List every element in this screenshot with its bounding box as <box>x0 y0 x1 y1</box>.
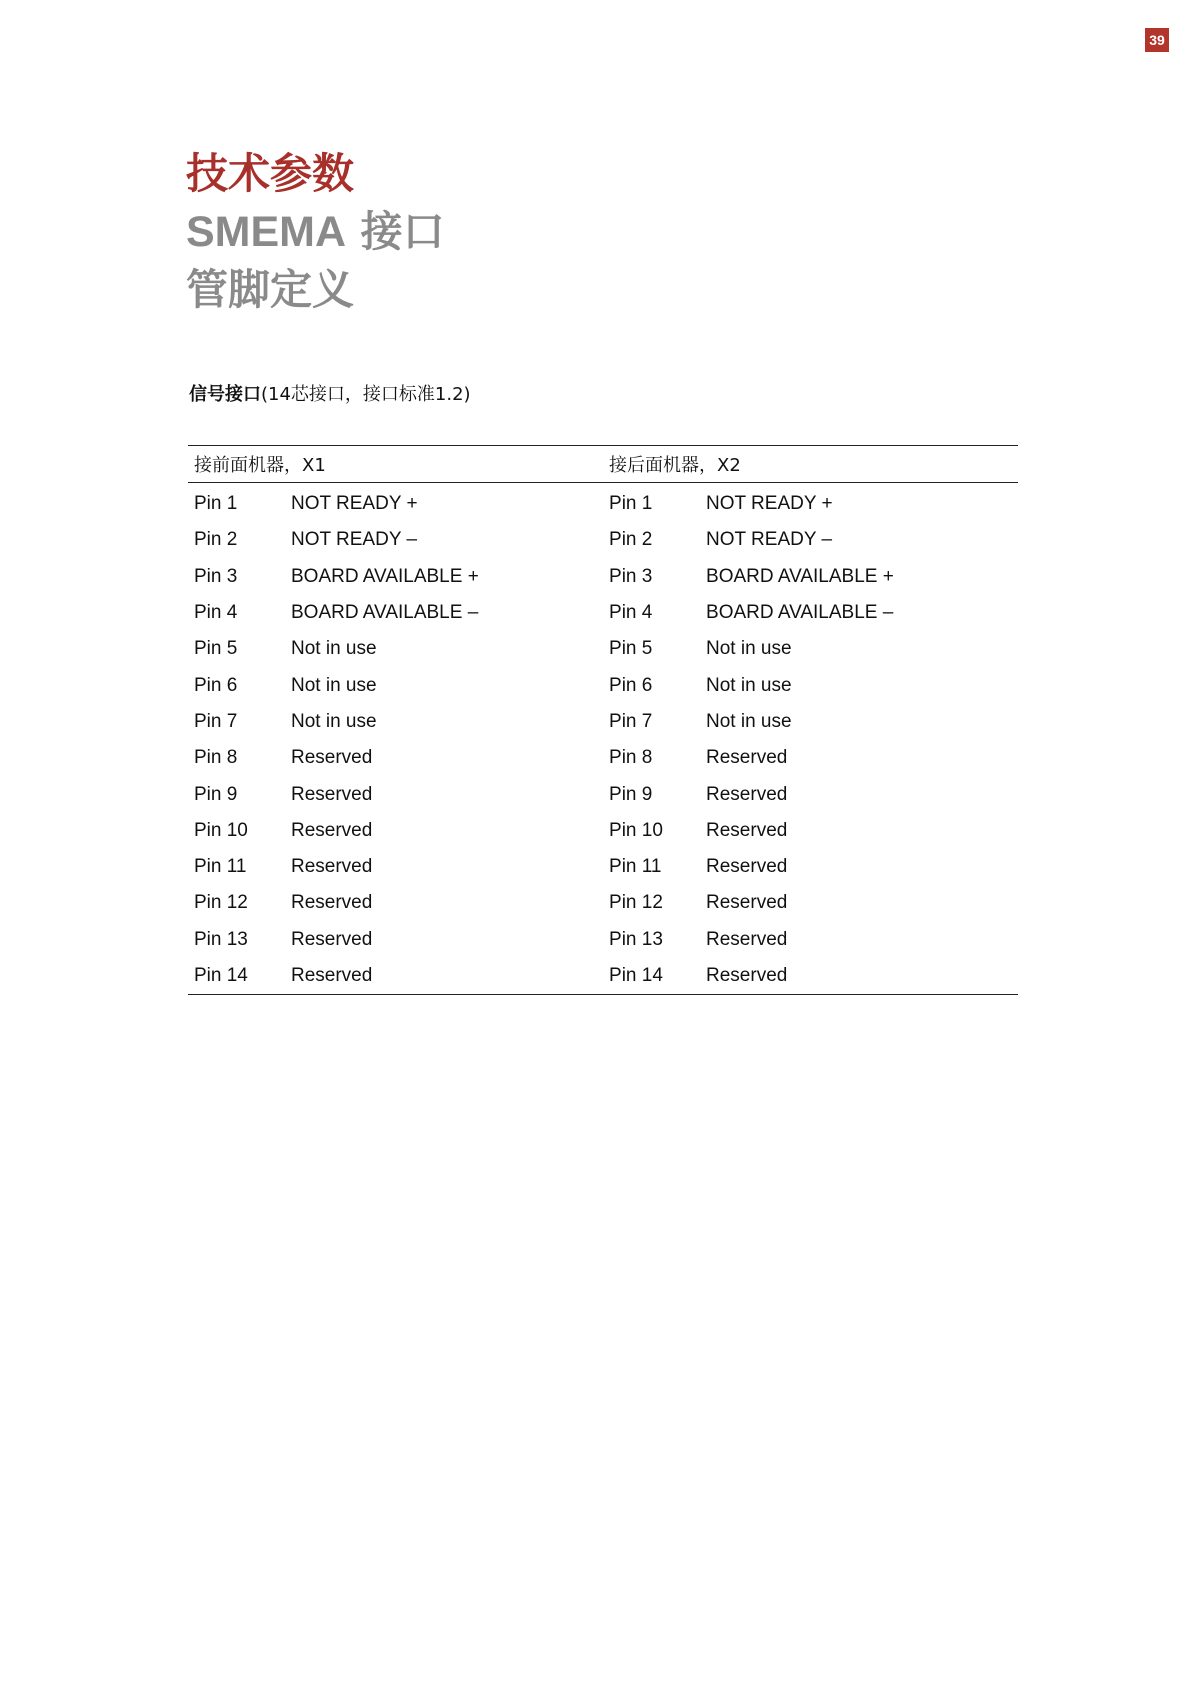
page-heading <box>186 145 445 319</box>
front-signal-cell: NOT READY + <box>291 493 418 515</box>
rear-pin-cell: Pin 1 <box>609 493 653 515</box>
front-pin-cell: Pin 4 <box>194 602 238 624</box>
rear-pin-cell: Pin 3 <box>609 565 653 587</box>
front-pin-cell: Pin 11 <box>194 856 247 878</box>
signal-interface-caption-detail: (14芯接口，接口标准1.2) <box>261 384 471 405</box>
front-signal-cell: Reserved <box>291 819 373 841</box>
rear-signal-cell: Reserved <box>706 928 788 950</box>
heading-pin-definition: 管脚定义 <box>186 265 355 314</box>
front-signal-cell: Reserved <box>291 892 373 914</box>
table-row <box>188 483 1018 523</box>
front-pin-cell: Pin 5 <box>194 638 238 660</box>
table-row <box>188 849 1018 885</box>
rear-signal-cell: BOARD AVAILABLE – <box>706 602 894 624</box>
front-signal-cell: Not in use <box>291 638 377 660</box>
table-row <box>188 704 1018 740</box>
heading-smema-interface <box>186 203 445 261</box>
rear-signal-cell: Reserved <box>706 783 788 805</box>
rear-signal-cell: Not in use <box>706 710 792 732</box>
heading-smema-latin: SMEMA <box>186 208 347 256</box>
rear-signal-cell: Reserved <box>700 958 1018 995</box>
table-row <box>188 958 1018 995</box>
rear-pin-cell: Pin 10 <box>609 819 663 841</box>
front-pin-cell: Pin 2 <box>194 529 238 551</box>
rear-signal-cell: NOT READY + <box>706 493 833 515</box>
rear-signal-cell: Reserved <box>706 819 788 841</box>
table-row <box>188 595 1018 631</box>
front-pin-cell: Pin 8 <box>194 747 238 769</box>
front-signal-cell: Reserved <box>291 747 373 769</box>
front-signal-cell: Not in use <box>291 674 377 696</box>
front-pin-cell: Pin 14 <box>188 958 285 995</box>
table-row <box>188 740 1018 776</box>
rear-pin-cell: Pin 2 <box>609 529 653 551</box>
rear-pin-cell: Pin 8 <box>609 747 653 769</box>
heading-technical-parameters: 技术参数 <box>186 149 355 198</box>
front-pin-cell: Pin 7 <box>194 710 238 732</box>
rear-pin-cell: Pin 5 <box>609 638 653 660</box>
table-header-row <box>188 446 1018 483</box>
front-signal-cell: Reserved <box>291 856 373 878</box>
rear-pin-cell: Pin 9 <box>609 783 653 805</box>
table-row <box>188 667 1018 703</box>
rear-pin-cell: Pin 14 <box>603 958 700 995</box>
table-row <box>188 522 1018 558</box>
signal-interface-caption-bold: 信号接口 <box>189 384 261 405</box>
front-signal-cell: Reserved <box>291 928 373 950</box>
signal-interface-caption <box>189 380 471 406</box>
rear-signal-cell: BOARD AVAILABLE + <box>706 565 894 587</box>
pin-table-body <box>188 483 1018 995</box>
rear-signal-cell: Not in use <box>706 674 792 696</box>
pin-definition-table <box>188 445 1018 995</box>
front-pin-cell: Pin 6 <box>194 674 238 696</box>
column-header-rear-machine: 接后面机器，X2 <box>603 446 1018 483</box>
table-row <box>188 813 1018 849</box>
front-signal-cell: Reserved <box>291 783 373 805</box>
front-signal-cell: BOARD AVAILABLE – <box>291 602 479 624</box>
rear-pin-cell: Pin 6 <box>609 674 653 696</box>
rear-signal-cell: Reserved <box>706 856 788 878</box>
front-pin-cell: Pin 3 <box>194 565 238 587</box>
rear-pin-cell: Pin 7 <box>609 710 653 732</box>
table-row <box>188 885 1018 921</box>
rear-pin-cell: Pin 11 <box>609 856 662 878</box>
front-pin-cell: Pin 9 <box>194 783 238 805</box>
table-row <box>188 776 1018 812</box>
column-header-front-machine: 接前面机器，X1 <box>188 446 603 483</box>
table-row <box>188 631 1018 667</box>
rear-pin-cell: Pin 12 <box>609 892 663 914</box>
rear-pin-cell: Pin 4 <box>609 602 653 624</box>
rear-signal-cell: NOT READY – <box>706 529 833 551</box>
front-signal-cell: Not in use <box>291 710 377 732</box>
front-signal-cell: Reserved <box>285 958 603 995</box>
heading-smema-cjk: 接口 <box>346 207 445 256</box>
rear-signal-cell: Reserved <box>706 747 788 769</box>
rear-signal-cell: Reserved <box>706 892 788 914</box>
front-pin-cell: Pin 12 <box>194 892 248 914</box>
rear-pin-cell: Pin 13 <box>609 928 663 950</box>
front-signal-cell: BOARD AVAILABLE + <box>291 565 479 587</box>
table-row <box>188 559 1018 595</box>
front-pin-cell: Pin 1 <box>194 493 238 515</box>
front-signal-cell: NOT READY – <box>291 529 418 551</box>
page-number-badge: 39 <box>1145 28 1169 52</box>
front-pin-cell: Pin 10 <box>194 819 248 841</box>
table-row <box>188 922 1018 958</box>
front-pin-cell: Pin 13 <box>194 928 248 950</box>
rear-signal-cell: Not in use <box>706 638 792 660</box>
